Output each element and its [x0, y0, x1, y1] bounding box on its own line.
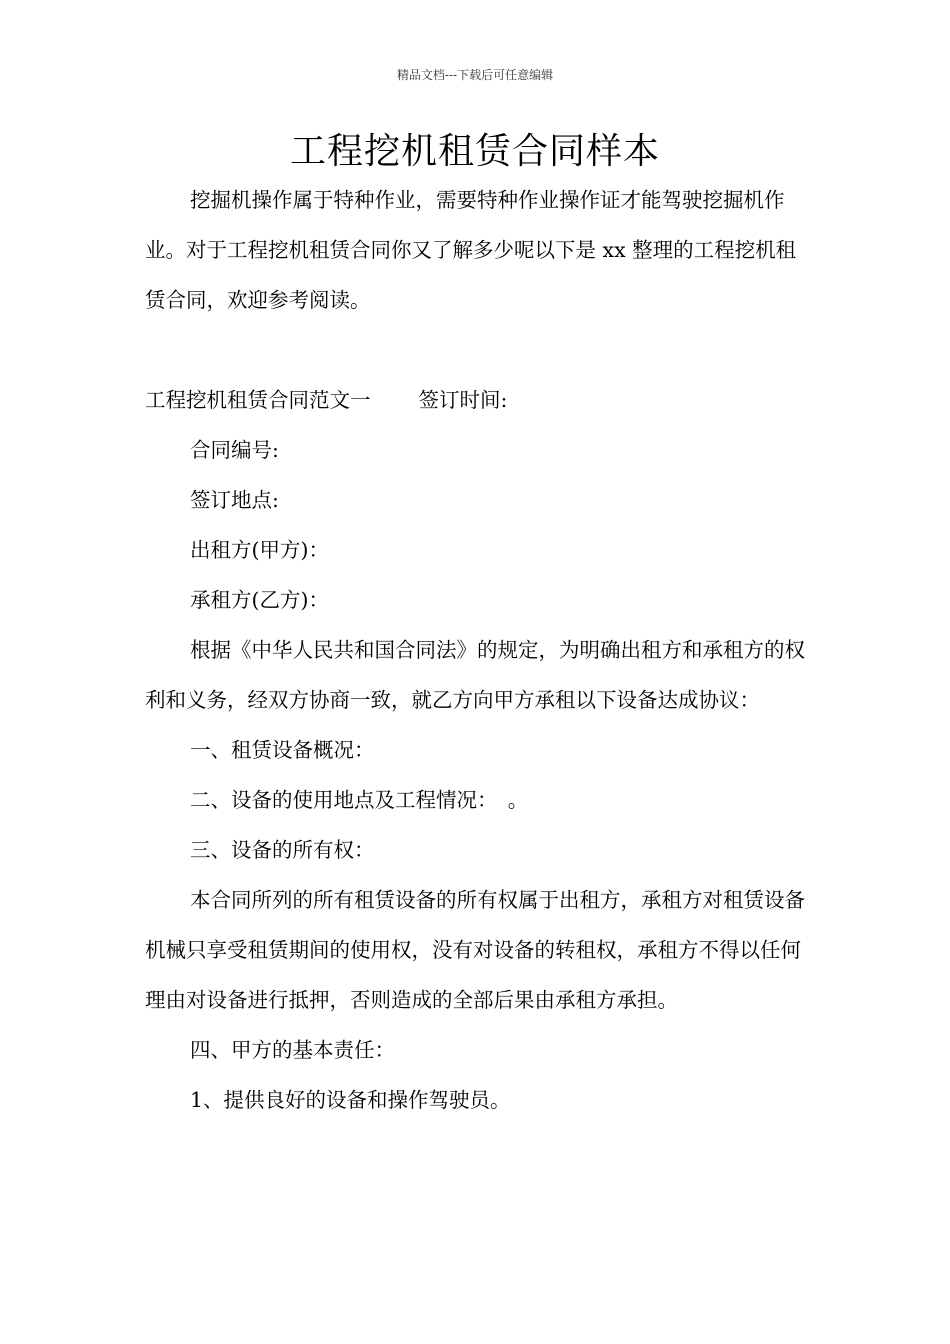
clause-4-item-1: 1、提供良好的设备和操作驾驶员。 [190, 1088, 511, 1112]
sign-time-label: 签订时间: [418, 388, 508, 412]
lessee-label: 承租方(乙方)： [190, 588, 329, 612]
contract-number-label: 合同编号: [190, 438, 279, 462]
lessor-label: 出租方(甲方)： [190, 538, 329, 562]
page-header-note: 精品文档---下载后可任意编辑 [396, 68, 554, 82]
sign-place-label: 签订地点: [190, 488, 279, 512]
document-title: 工程挖机租赁合同样本 [289, 131, 660, 172]
document-body [145, 175, 807, 1125]
clause-4-heading: 四、甲方的基本责任： [190, 1038, 395, 1062]
paragraph-gap [145, 325, 807, 375]
ownership-paragraph: 本合同所列的所有租赁设备的所有权属于出租方，承租方对租赁设备机械只享受租赁期间的使用权，没有对设备的转租权，承租方不得以任何理由对设备进行抵押，否则造成的全部后果由承租方承担。 [145, 888, 805, 1012]
intro-paragraph: 挖掘机操作属于特种作业，需要特种作业操作证才能驾驶挖掘机作业。对于工程挖机租赁合同你又了解多少呢以下是 xx 整理的工程挖机租赁合同，欢迎参考阅读。 [145, 188, 797, 312]
clause-2-heading: 二、设备的使用地点及工程情况： 。 [190, 788, 529, 812]
section-heading: 工程挖机租赁合同范文一 [145, 388, 371, 412]
section-heading-line [145, 375, 807, 425]
clause-3-heading: 三、设备的所有权： [190, 838, 375, 862]
basis-paragraph: 根据《中华人民共和国合同法》的规定，为明确出租方和承租方的权利和义务，经双方协商一致，就乙方向甲方承租以下设备达成协议： [145, 638, 805, 712]
clause-1-heading: 一、租赁设备概况： [190, 738, 375, 762]
